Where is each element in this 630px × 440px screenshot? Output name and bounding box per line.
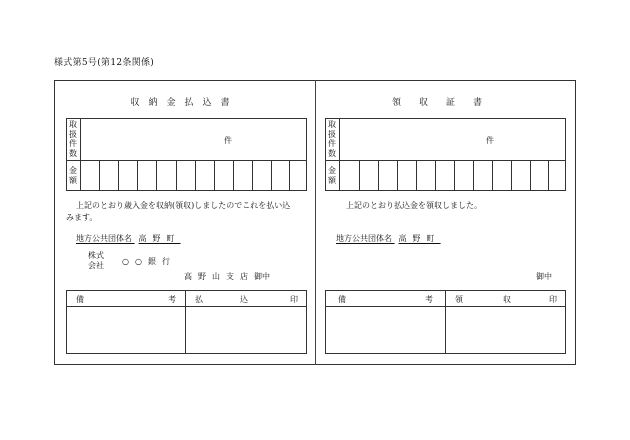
right-count-label: 取扱件数 — [328, 120, 336, 158]
left-org-label: 地方公共団体名 — [76, 234, 132, 243]
left-panel-title: 収納金払込書 — [130, 98, 239, 108]
left-count-label: 取扱件数 — [69, 120, 77, 158]
right-org-name: 高野町 — [398, 234, 441, 243]
left-stamp-a: 払 — [195, 295, 203, 304]
right-stamp-b: 収 — [503, 295, 511, 304]
left-remarks-b: 考 — [168, 295, 176, 304]
right-amount-label: 金額 — [328, 166, 336, 185]
left-ken-unit: 件 — [224, 136, 232, 145]
right-remarks-b: 考 — [425, 295, 433, 304]
right-message: 上記のとおり払込金を領収しました。 — [346, 201, 482, 210]
right-org — [336, 233, 441, 245]
left-org — [76, 233, 181, 245]
left-footer-table — [66, 290, 307, 354]
left-bank-name: ○○銀行 — [122, 257, 176, 266]
right-panel-receipt — [316, 80, 576, 365]
form-title: 様式第5号(第12条関係) — [54, 58, 155, 68]
left-org-name: 高野町 — [138, 234, 181, 243]
left-branch: 高野山支店御中 — [184, 272, 270, 281]
left-company-label: 株式 会社 — [88, 251, 104, 270]
right-stamp-c: 印 — [549, 295, 557, 304]
left-panel-payment-slip — [54, 80, 315, 365]
left-message-line1: 上記のとおり歳入金を収納(領収)しましたのでこれを払い込 — [76, 201, 291, 210]
right-stamp-a: 領 — [455, 295, 463, 304]
left-stamp-c: 印 — [290, 295, 298, 304]
left-remarks-a: 備 — [76, 295, 84, 304]
left-stamp-b: 込 — [240, 295, 248, 304]
right-org-label: 地方公共団体名 — [336, 234, 392, 243]
left-message-line2: みます。 — [66, 213, 98, 222]
right-panel-title: 領収証書 — [391, 98, 500, 108]
left-amount-label: 金額 — [69, 166, 77, 185]
right-ken-unit: 件 — [486, 136, 494, 145]
right-onchu: 御中 — [536, 272, 552, 281]
right-remarks-a: 備 — [338, 295, 346, 304]
